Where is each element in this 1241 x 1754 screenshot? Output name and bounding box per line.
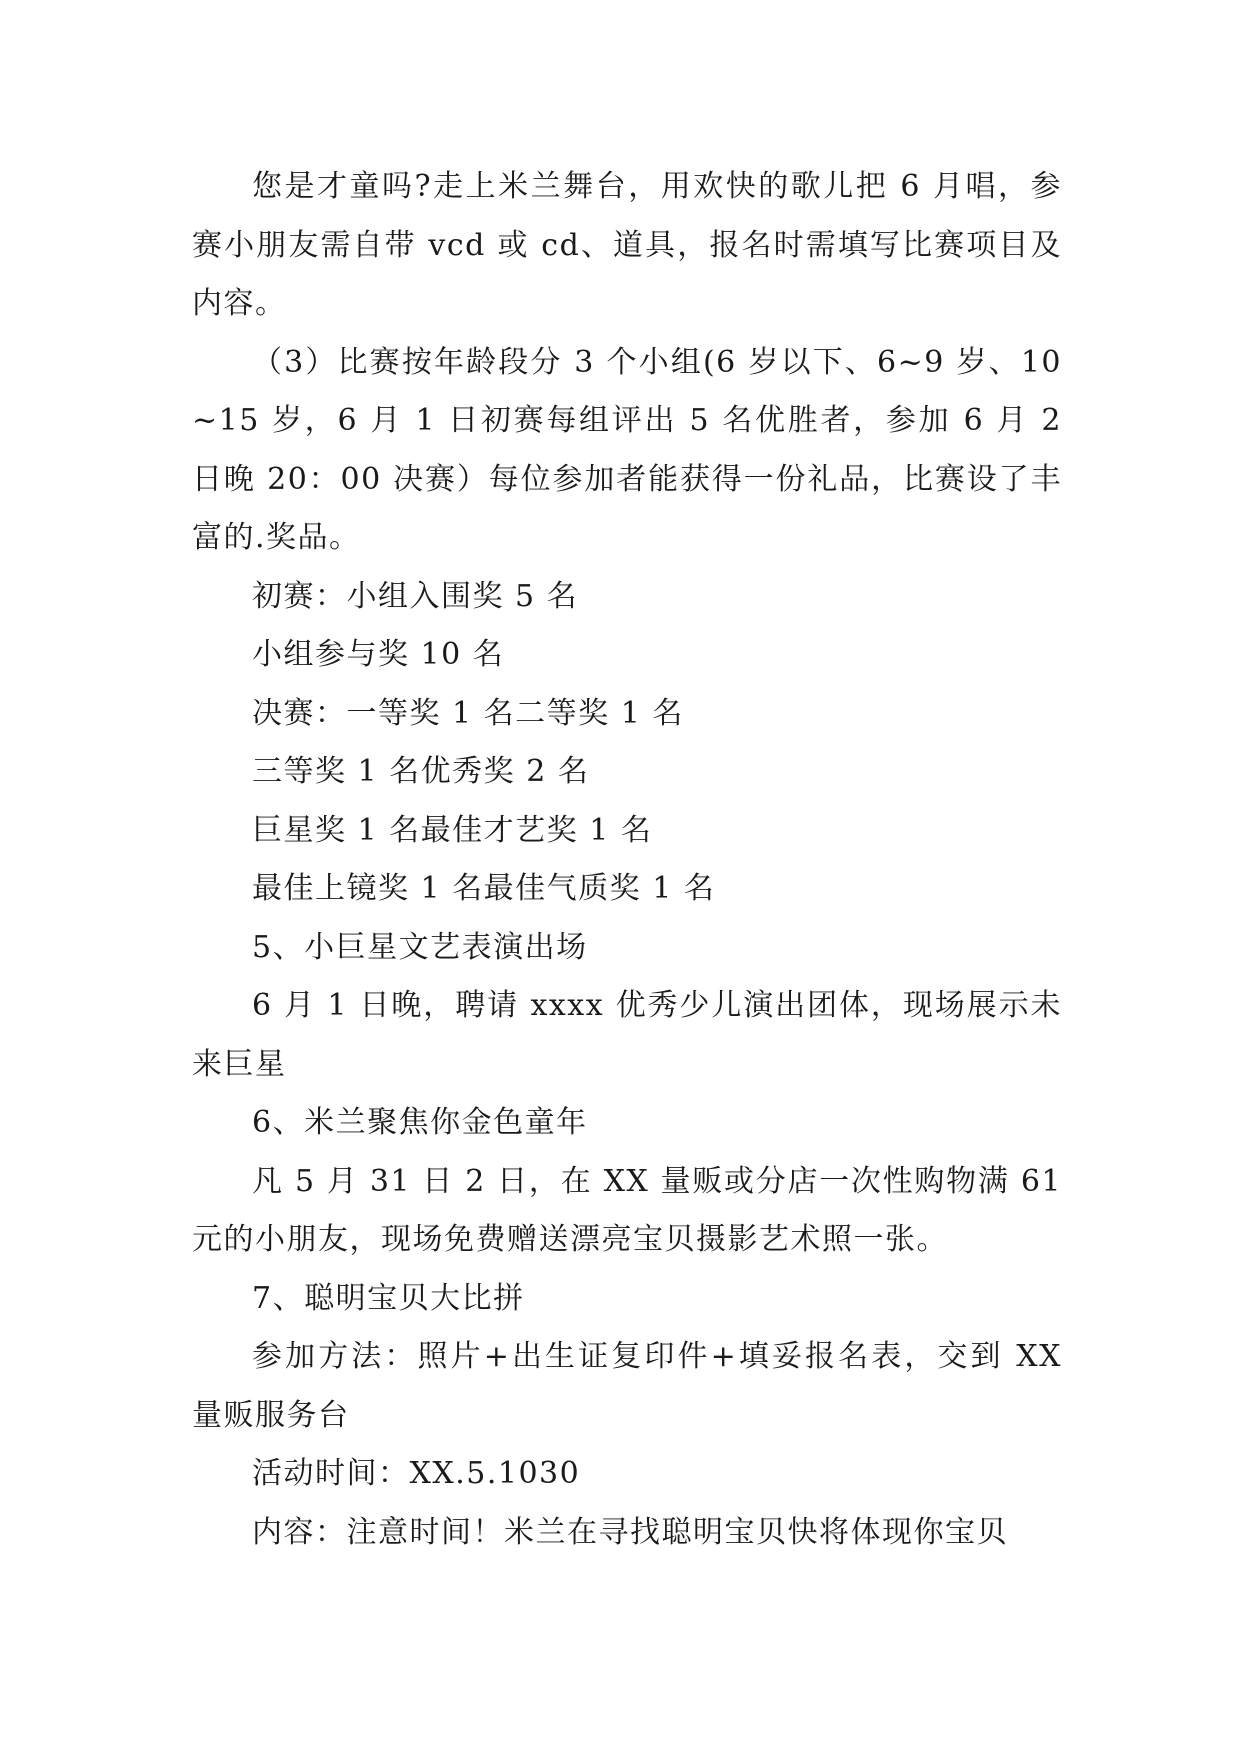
heading-item-7: 7、聪明宝贝大比拼 [252,1280,525,1316]
paragraph-content: 内容：注意时间！米兰在寻找聪明宝贝快将体现你宝贝 [252,1514,1008,1550]
paragraph-entry-method: 参加方法：照片+出生证复印件+填妥报名表，交到 XX 量贩服务台 [192,1339,1062,1433]
paragraph-third-prize: 三等奖 1 名优秀奖 2 名 [252,754,590,789]
paragraph-star-award: 巨星奖 1 名最佳才艺奖 1 名 [252,812,653,848]
paragraph-performance: 6 月 1 日晚，聘请 xxxx 优秀少儿演出团体，现场展示未来巨星 [192,988,1062,1082]
paragraph-prelim-award: 初赛：小组入围奖 5 名 [252,578,579,614]
heading-item-5: 5、小巨星文艺表演出场 [252,929,588,965]
paragraph-photo-gift: 凡 5 月 31 日 2 日，在 XX 量贩或分店一次性购物满 61 元的小朋友，现场免费赠送漂亮宝贝摄影艺术照一张。 [192,1163,1062,1257]
paragraph-final-awards: 决赛：一等奖 1 名二等奖 1 名 [252,695,684,731]
paragraph-age-groups: （3）比赛按年龄段分 3 个小组(6 岁以下、6~9 岁、10~15 岁，6 月 1 日初赛每组评出 5 名优胜者，参加 6 月 2 日晚 20：00 决赛）每位参加者能获得一份礼品，比赛设了丰富的.奖品。 [192,344,1062,555]
paragraph-group-participation-award: 小组参与奖 10 名 [252,637,505,672]
paragraph-activity-time: 活动时间：XX.5.1030 [252,1456,581,1491]
document-body [192,158,1062,1562]
paragraph-talent-intro: 您是才童吗?走上米兰舞台，用欢快的歌儿把 6 月唱，参赛小朋友需自带 vcd 或 cd、道具，报名时需填写比赛项目及内容。 [192,169,1062,321]
heading-item-6: 6、米兰聚焦你金色童年 [252,1105,588,1140]
paragraph-photogenic-award: 最佳上镜奖 1 名最佳气质奖 1 名 [252,871,716,906]
